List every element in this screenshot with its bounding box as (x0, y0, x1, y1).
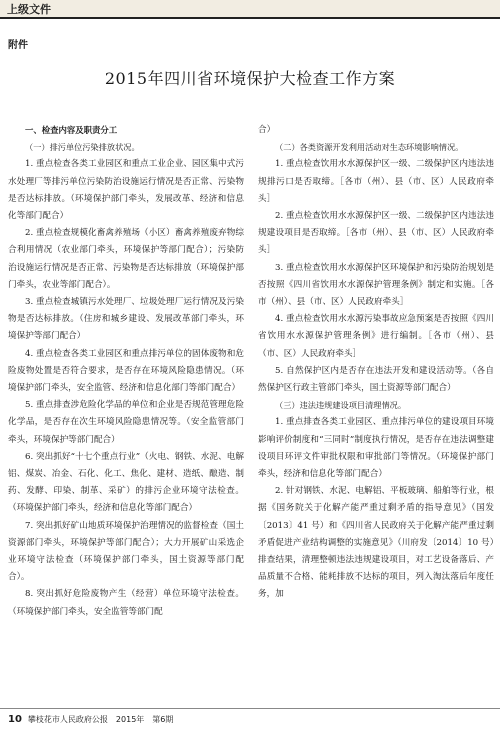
attachment-label: 附件 (8, 40, 28, 51)
paragraph: 合） (258, 125, 276, 135)
footer-rule (0, 708, 500, 709)
paragraph: 1. 重点检查各类工业园区和重点工业企业、园区集中式污水处理厂等排污单位污染防治设施运行情况是否正常、污染物是否达标排放。（环境保护部门牵头，发展改革、经济和信息化等部门配合） (8, 159, 244, 222)
document-title: 2015年四川省环境保护大检查工作方案 (104, 69, 396, 88)
paragraph: 3. 重点检查饮用水水源保护区环境保护和污染防治规划是否按照《四川省饮用水水源保护管理条例》制定和实施。［各市（州）、县（市、区）人民政府牵头］ (258, 262, 494, 308)
section-heading: 一、检查内容及职责分工 (25, 125, 118, 135)
publication-name: 攀枝花市人民政府公报 2015年 第6期 (27, 715, 174, 724)
paragraph: 2. 重点检查规模化畜禽养殖场（小区）畜禽养殖废弃物综合利用情况（农业部门牵头，环境保护等部门配合）；污染防治设施运行情况是否正常、污染物是否达标排放（环境保护部门牵头，农业等部门配合）。 (8, 228, 244, 290)
paragraph: 1. 重点排查各类工业园区、重点排污单位的建设项目环境影响评价制度和“三同时”制度执行情况，是否存在违法调整建设项目环评文件审批权限和审批部门等情况。（环境保护部门牵头，经济和信息化等部门配合） (258, 417, 494, 480)
paragraph: 2. 针对钢铁、水泥、电解铝、平板玻璃、船舶等行业，根据《国务院关于化解产能严重过剩矛盾的指导意见》（国发〔2013〕41 号）和《四川省人民政府关于化解产能严重过剩矛盾促进产业结构调整的实施意见》（川府发〔2014〕10 号）排查结果，清理整顿违法违规建设项目，对工艺设备落后、产品质量不合格、能耗排放不达标的项目，列入淘汰落后年度任务，加 (258, 486, 494, 600)
paragraph: 5. 重点排查涉危险化学品的单位和企业是否规范管理危险化学品，是否存在次生环境风险隐患情况等。（安全监管部门牵头，环境保护等部门配合） (8, 400, 244, 445)
left-column (8, 122, 244, 621)
paragraph: 2. 重点检查饮用水水源保护区一级、二级保护区内违法违规建设项目是否取缔。［各市（州）、县（市、区）人民政府牵头］ (258, 211, 494, 256)
right-column (258, 122, 494, 604)
paragraph: 4. 重点检查各类工业园区和重点排污单位的固体废物和危险废物处置是否符合要求，是否存在环境风险隐患情况。（环境保护部门牵头，安全监管、经济和信息化部门等部门配合） (8, 348, 244, 394)
header-rule (0, 17, 500, 19)
paragraph: 5. 自然保护区内是否存在违法开发和建设活动等。（各自然保护区行政主管部门牵头，国土资源等部门配合） (258, 365, 494, 394)
section-tag: 上级文件 (7, 3, 51, 16)
subsection-heading: （二）各类资源开发利用活动对生态环境影响情况。 (275, 142, 464, 153)
subsection-heading: （一）排污单位污染排放状况。 (25, 142, 140, 153)
section-header-bar (0, 0, 500, 17)
paragraph: 4. 重点检查饮用水水源污染事故应急预案是否按照《四川省饮用水水源保护管理条例》进行编制。［各市（州）、县（市、区）人民政府牵头］ (258, 314, 494, 359)
page-number: 10 (8, 714, 22, 725)
paragraph: 3. 重点检查城镇污水处理厂、垃圾处理厂运行情况及污染物是否达标排放。（住房和城乡建设、发展改革部门牵头，环境保护等部门配合） (8, 297, 244, 342)
page-footer (8, 714, 173, 725)
paragraph: 1. 重点检查饮用水水源保护区一级、二级保护区内违法违规排污口是否取缔。［各市（州）、县（市、区）人民政府牵头］ (258, 159, 494, 204)
paragraph: 8. 突出抓好危险废物产生（经营）单位环境守法检查。（环境保护部门牵头，安全监管等部门配 (8, 589, 244, 617)
subsection-heading: （三）违法违规建设项目清理情况。 (275, 400, 407, 411)
paragraph: 7. 突出抓好矿山地质环境保护治理情况的监督检查（国土资源部门牵头，环境保护等部门配合）；大力开展矿山采选企业环境守法检查（环境保护部门牵头，国土资源等部门配合）。 (8, 520, 244, 583)
paragraph: 6. 突出抓好“十七个重点行业”（火电、钢铁、水泥、电解铝、煤炭、冶金、石化、化工、焦化、建材、造纸、酿造、制药、发酵、印染、制革、采矿）的排污企业环境守法检查。（环境保护部门牵头，经济和信息化等部门配合） (8, 451, 244, 514)
